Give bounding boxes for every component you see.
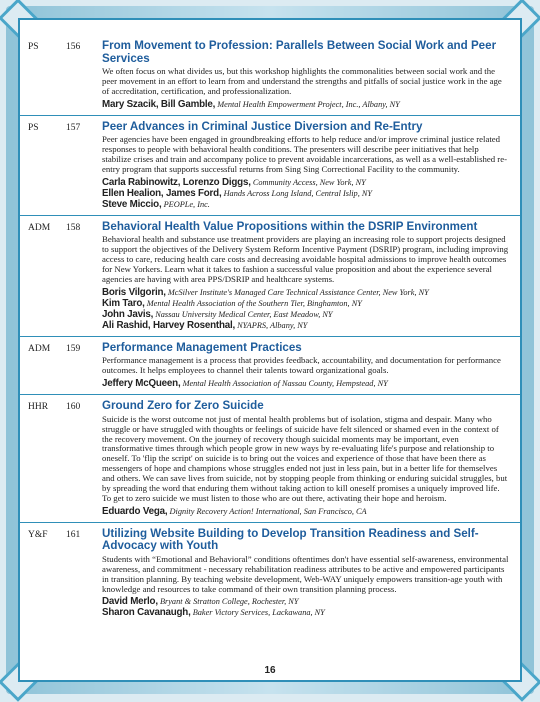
presenter-names: Mary Szacik, Bill Gamble,	[102, 98, 216, 110]
presenter-affiliation: Mental Health Empowerment Project, Inc., Albany, NY	[217, 99, 400, 109]
presenter-line	[102, 298, 510, 309]
presenter-names: David Merlo,	[102, 596, 158, 608]
session-entry	[20, 40, 520, 110]
presenter-affiliation: Dignity Recovery Action! International, San Francisco, CA	[169, 506, 367, 516]
session-entry	[20, 528, 520, 619]
track-code: Y&F	[28, 529, 48, 540]
presenter-affiliation: NYAPRS, Albany, NY	[237, 320, 308, 330]
session-entry	[20, 342, 520, 389]
session-description: Suicide is the worst outcome not just of mental health problems but of isolation, stigma and despair. Many who struggle or have struggled with thoughts or feelings of suicide have felt silenced or shamed even in the context of the recovery movement. On the journey of recovery though suicidal moments may be important, even transformative times through which people grow in new ways by re-evaluating life's purpose and relationship to oneself. To 'flip the script' on suicide is to bring out the voices and experience of those that have been there as messengers of hope and champions whose struggles ended not just in less pain, but in a better life for themselves and others. We can save lives from suicide, not by stopping people from thinking or enduring suicidal struggles, but by spreading the word that enduring them without taking action to kill oneself promises a uniquely improved life. To get to zero suicide we must listen to those who are out there, activating their hope and heroism.	[102, 413, 508, 503]
session-entry	[20, 221, 520, 331]
presenter-affiliation: Mental Health Association of Nassau County, Hempstead, NY	[182, 379, 388, 389]
presenter-affiliation: PEOPLe, Inc.	[163, 199, 210, 209]
presenter-names: Ellen Healion, James Ford,	[102, 187, 222, 199]
presenter-affiliation: Baker Victory Services, Lackawana, NY	[192, 608, 325, 618]
presenter-affiliation: Hands Across Long Island, Central Islip, NY	[223, 188, 373, 198]
presenter-line	[102, 99, 510, 110]
presenter-line	[102, 378, 510, 389]
session-title: From Movement to Profession: Parallels Between Social Work and Peer Services	[102, 39, 497, 65]
session-description: We often focus on what divides us, but this workshop highlights the commonalities between social work and the peer movement in an effort to learn from and understand the strengths and pitfalls of social justice work in the age of accreditation, certification, and professionalization.	[102, 66, 502, 96]
presenter-names: Boris Vilgorin,	[102, 286, 166, 298]
session-title: Performance Management Practices	[102, 340, 302, 354]
divider	[20, 215, 520, 216]
presenter-affiliation: Bryant & Stratton College, Rochester, NY	[159, 597, 299, 607]
presenter-names: Steve Miccio,	[102, 198, 162, 210]
presenter-line	[102, 607, 510, 618]
session-number: 157	[66, 122, 81, 133]
presenter-affiliation: Nassau University Medical Center, East Meadow, NY	[155, 309, 333, 319]
session-title: Utilizing Website Building to Develop Transition Readiness and Self-Advocacy with Youth	[102, 526, 479, 553]
track-code: ADM	[28, 343, 51, 354]
presenter-names: Eduardo Vega,	[102, 505, 168, 517]
session-entry	[20, 121, 520, 210]
divider	[20, 336, 520, 337]
presenter-affiliation: Mental Health Association of the Southern Tier, Binghamton, NY	[146, 298, 362, 308]
track-code: PS	[28, 42, 39, 52]
track-code: ADM	[28, 222, 51, 233]
session-number: 160	[66, 402, 81, 413]
session-list	[20, 40, 520, 618]
divider	[20, 394, 520, 395]
divider	[20, 115, 520, 116]
track-code: HHR	[28, 402, 49, 413]
session-number: 158	[66, 222, 81, 233]
track-code: PS	[28, 122, 39, 133]
session-description: Peer agencies have been engaged in groundbreaking efforts to help reduce and/or improve criminal justice related responses to people with behavioral health conditions. The presenters will describe peer initiatives that help stabilize crises and train and accompany police to prevent avoidable incarcerations, as well as a well-established re-entry program that supports successful returns from Sing Sing Correctional Facility to the community.	[102, 134, 508, 174]
presenter-line	[102, 320, 510, 331]
presenter-names: Sharon Cavanaugh,	[102, 607, 191, 619]
presenter-line	[102, 188, 510, 199]
presenter-affiliation: McSilver Institute's Managed Care Technical Assistance Center, New York, NY	[167, 287, 429, 297]
presenter-affiliation: Community Access, New York, NY	[252, 177, 366, 187]
page-number: 16	[264, 665, 276, 676]
divider	[20, 522, 520, 523]
session-description: Performance management is a process that provides feedback, accountability, and documentation for performance outcomes. It helps employees to channel their talents toward organizational goals.	[102, 355, 501, 376]
presenter-line	[102, 309, 510, 320]
presenter-names: John Javis,	[102, 308, 154, 320]
program-page	[18, 18, 522, 682]
presenter-names: Jeffery McQueen,	[102, 378, 181, 390]
presenter-names: Carla Rabinowitz, Lorenzo Diggs,	[102, 176, 251, 188]
presenter-names: Kim Taro,	[102, 297, 145, 309]
session-number: 161	[66, 529, 81, 540]
session-title: Ground Zero for Zero Suicide	[102, 399, 264, 413]
session-number: 156	[66, 42, 81, 52]
session-title: Peer Advances in Criminal Justice Diversion and Re-Entry	[102, 119, 423, 133]
presenter-line	[102, 287, 510, 298]
session-number: 159	[66, 343, 81, 354]
session-title: Behavioral Health Value Propositions within the DSRIP Environment	[102, 219, 478, 233]
session-description: Students with “Emotional and Behavioral” conditions oftentimes don't have essential self-awareness, environmental awareness, and commitment - necessary rehabilitation readiness attributes to be active and empowered participants in transition planning. By teaching website development, Web-WAY uniquely empowers transition-age youth with knowledge and resources to take command of their own transition planning process.	[102, 553, 509, 594]
presenter-line	[102, 506, 510, 517]
session-entry	[20, 400, 520, 517]
presenter-line	[102, 177, 510, 188]
session-description: Behavioral health and substance use treatment providers are playing an increasing role to support projects designed to support the objectives of the Delivery System Reform Incentive Payment (DSRIP) program, including improving access to care, reducing health care costs and decreasing avoidable hospital admissions to improve health outcomes for New Yorkers. Learn what it takes to fashion a successful value proposition and about the experience several agencies are having with area PPS/DSRIP and healthcare systems.	[102, 234, 509, 284]
presenter-line	[102, 596, 510, 607]
presenter-names: Ali Rashid, Harvey Rosenthal,	[102, 319, 236, 331]
presenter-line	[102, 199, 510, 210]
